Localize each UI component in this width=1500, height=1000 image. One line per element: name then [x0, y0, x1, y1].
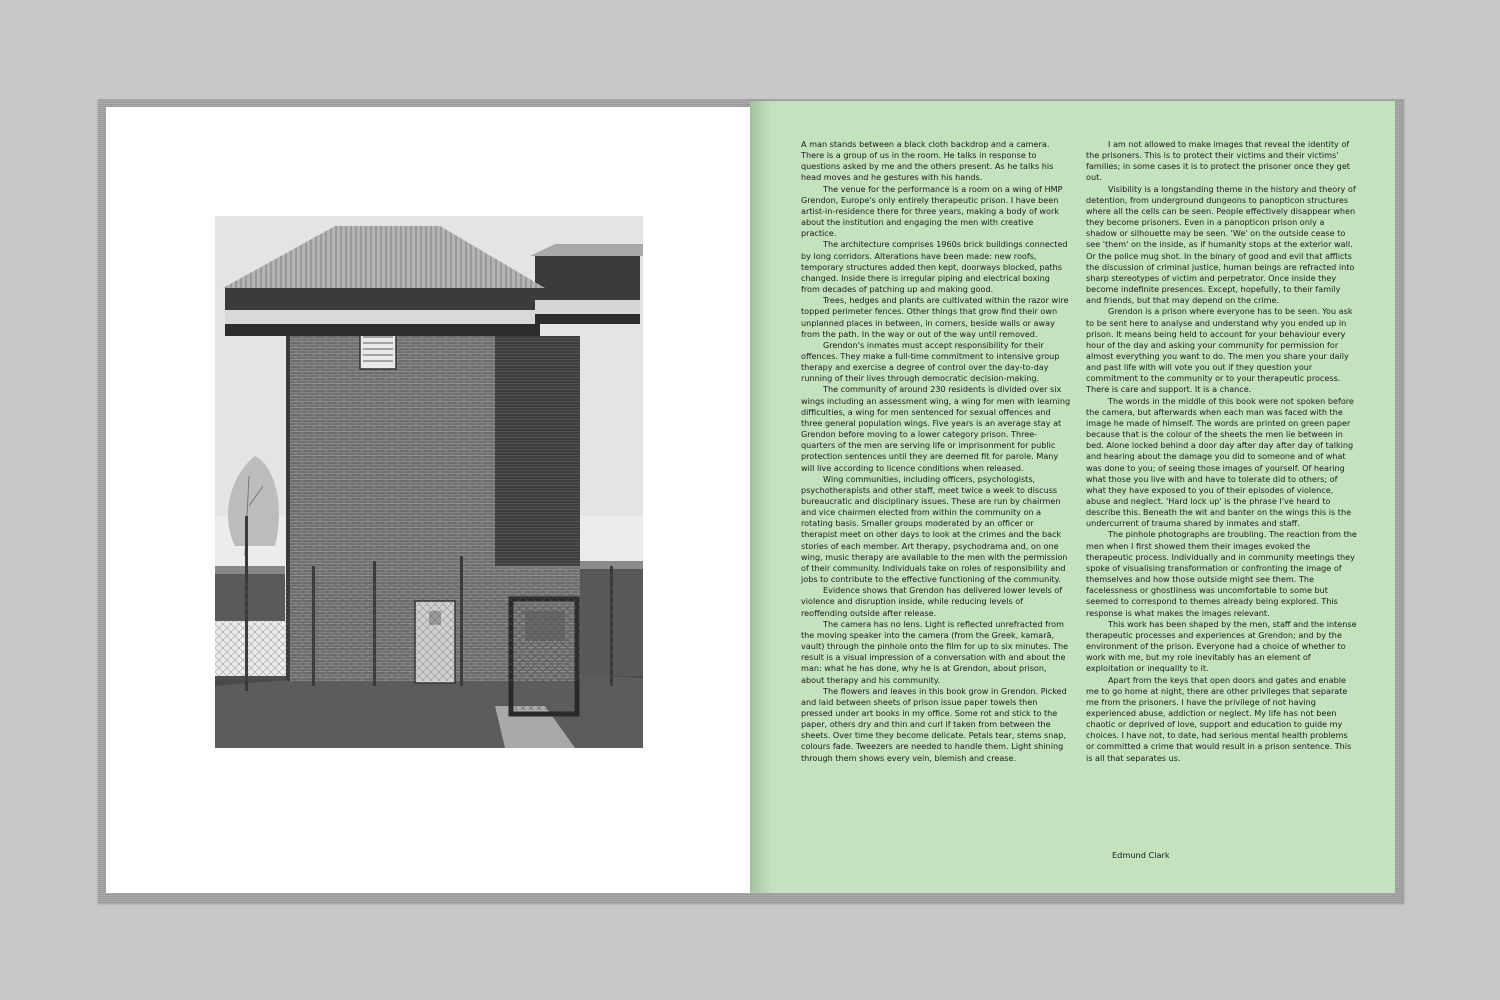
paragraph: The venue for the performance is a room on a wing of HMP Grendon, Europe's only entirely therapeutic prison. I have been artist-in-residence there for three years, making a body of work about the institution and engaging the men with creative practice. [801, 183, 1063, 239]
text-column-2 [1086, 139, 1358, 764]
prison-tower-photo-icon [215, 216, 643, 748]
paragraph: Wing communities, including officers, psychologists, psychotherapists and other staff, meet twice a week to discuss bureaucratic and disciplinary issues. These are run by chairmen and vice chairmen elected from within the community on a rotating basis. Smaller groups moderated by an officer or therapist meet on other days to look at the crimes and the back stories of each member. Art therapy, psychodrama and, on one wing, music therapy are available to the men with the permission of their community. Individuals take on roles of responsibility and jobs to contribute to the effective functioning of the community. [801, 473, 1068, 585]
paragraph: Evidence shows that Grendon has delivered lower levels of violence and disruption inside, while reducing levels of reoffending outside after release. [801, 585, 1063, 618]
text-column-1 [801, 139, 1071, 764]
paragraph: The words in the middle of this book were not spoken before the camera, but afterwards when each man was faced with the image he made of himself. The words are printed on green paper because that is the colour of the sheets the men lie between in bed. Alone locked behind a door day after day after day of talking and hearing about the damage you did to someone and of what was done to you; of seeing those images of yourself. Of hearing what those you live with and have to tolerate did to others; of what they have exposed to you of their episodes of violence, abuse and neglect. 'Hard lock up' is the phrase I've heard to describe this. Beneath the wit and banter on the wings this is the undercurrent of trauma shared by inmates and staff. [1086, 395, 1354, 529]
paragraph: Visibility is a longstanding theme in the history and theory of detention, from underground dungeons to panopticon structures where all the cells can be seen. People effectively disappear when they become prisoners. Even in a panopticon prison only a shadow or silhouette may be seen. 'We' on the outside cease to see 'them' on the inside, as if humanity stops at the exterior wall. Or the police mug shot. In the binary of good and evil that afflicts the discussion of criminal justice, human beings are refracted into sharp stereotypes of victim and perpetrator. Once inside they become indefinite presences. Except, hopefully, to their family and friends, but that may depend on the crime. [1086, 183, 1356, 306]
gutter-shadow [750, 101, 772, 893]
paragraph: This work has been shaped by the men, staff and the intense therapeutic processes and experiences at Grendon; and by the environment of the prison. Everyone had a choice of whether to work with me, but my role inevitably has an element of exploitation or inequality to it. [1086, 618, 1357, 674]
paragraph: Trees, hedges and plants are cultivated within the razor wire topped perimeter fences. Other things that grow find their own unplanned places in between, in corners, beside walls or away from the path. In the way or out of the way until removed. [801, 295, 1069, 339]
paragraph: Apart from the keys that open doors and gates and enable me to go home at night, there are other privileges that separate me from the prisoners. I have the privilege of not having experienced abuse, addiction or neglect. My life has not been chaotic or deprived of love, support and education to guide my choices. I have not, to date, had serious mental health problems or committed a crime that would result in a prison sentence. This is all that separates us. [1086, 674, 1352, 763]
paragraph: Grendon's inmates must accept responsibility for their offences. They make a full-time commitment to intensive group therapy and exercise a degree of control over the day-to-day running of their lives through democratic decision-making. [801, 339, 1060, 384]
paragraph: The architecture comprises 1960s brick buildings connected by long corridors. Alterations have been made: new roofs, temporary structures added then kept, doorways blocked, paths changed. Inside there is irregular piping and electrical boxing from decades of patching up and making good. [801, 239, 1068, 295]
paragraph: I am not allowed to make images that reveal the identity of the prisoners. This is to protect their victims and their victims' families; in some cases it is to protect the prisoner once they get out. [1086, 139, 1350, 183]
paragraph: The pinhole photographs are troubling. The reaction from the men when I first showed them their images evoked the therapeutic process. Individually and in community meetings they spoke of visualising transformation or confronting the image of themselves and how those outside might see them. The facelessness or ghostliness was uncomfortable to some but seemed to correspond to themes already being explored. This response is what makes the images relevant. [1086, 529, 1357, 618]
author-signature: Edmund Clark [1112, 850, 1170, 860]
paragraph: The camera has no lens. Light is reflected unrefracted from the moving speaker into the camera (from the Greek, kamarā, vault) through the pinhole onto the film for up to six minutes. The result is a visual impression of a conversation with and about the man: what he has done, why he is at Grendon, about prison, about therapy and his community. [801, 618, 1069, 685]
paragraph: A man stands between a black cloth backdrop and a camera. There is a group of us in the room. He talks in response to questions asked by me and the others present. As he talks his head moves and he gestures with his hands. [801, 139, 1054, 183]
prison-tower-photo [215, 216, 643, 748]
paragraph: The community of around 230 residents is divided over six wings including an assessment wing, a wing for men with learning difficulties, a wing for men sentenced for sexual offences and three general population wings. Five years is an average stay at Grendon before moving to a lower category prison. Three-quarters of the men are serving life or imprisonment for public protection sentences until they are deemed fit for parole. Many will live according to licence conditions when released. [801, 384, 1071, 473]
paragraph: Grendon is a prison where everyone has to be seen. You ask to be sent here to analyse and understand why you ended up in prison. It means being held to account for your behaviour every hour of the day and asking your community for permission for almost everything you want to do. The men you share your daily and past life with will vote you out if they question your commitment to the community or to your therapeutic process. There is care and support. It is a chance. [1086, 306, 1353, 395]
paragraph: The flowers and leaves in this book grow in Grendon. Picked and laid between sheets of prison issue paper towels then pressed under art books in my office. Some rot and stick to the paper, others dry and thin and curl if taken from between the sheets. Over time they become delicate. Petals tear, stems snap, colours fade. Tweezers are needed to handle them. Light shining through them shows every vein, blemish and crease. [801, 685, 1067, 763]
